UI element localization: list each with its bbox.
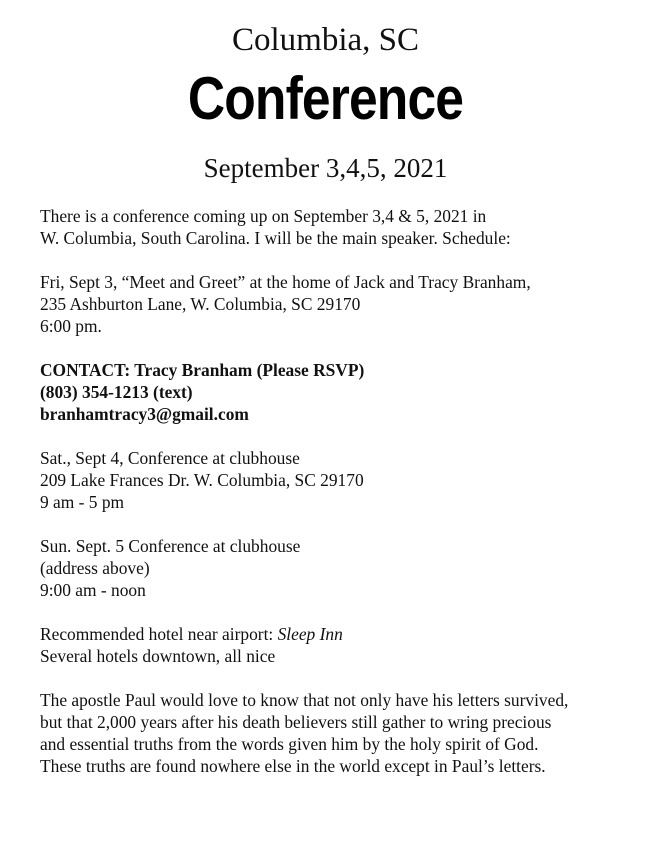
- saturday-line: Sat., Sept 4, Conference at clubhouse: [40, 448, 300, 468]
- friday-time: 6:00 pm.: [40, 316, 102, 336]
- intro-paragraph: [40, 205, 640, 249]
- closing-line: The apostle Paul would love to know that not only have his letters survived,: [40, 690, 569, 710]
- saturday-address: 209 Lake Frances Dr. W. Columbia, SC 29170: [40, 470, 364, 490]
- sunday-line: Sun. Sept. 5 Conference at clubhouse: [40, 536, 301, 556]
- flyer-body: [40, 205, 640, 799]
- closing-paragraph: [40, 689, 640, 777]
- saturday-time: 9 am - 5 pm: [40, 492, 125, 512]
- contact-name: CONTACT: Tracy Branham (Please RSVP): [40, 360, 365, 380]
- friday-address: 235 Ashburton Lane, W. Columbia, SC 29170: [40, 294, 361, 314]
- intro-line: W. Columbia, South Carolina. I will be the main speaker. Schedule:: [40, 228, 511, 248]
- closing-line: and essential truths from the words given him by the holy spirit of God.: [40, 734, 539, 754]
- hotel-prefix: Recommended hotel near airport:: [40, 624, 278, 644]
- sunday-time: 9:00 am - noon: [40, 580, 146, 600]
- page-title: Conference: [187, 65, 464, 132]
- intro-line: There is a conference coming up on September 3,4 & 5, 2021 in: [40, 206, 487, 226]
- sunday-schedule: [40, 535, 640, 601]
- hotel-downtown: Several hotels downtown, all nice: [40, 646, 276, 666]
- contact-phone: (803) 354-1213 (text): [40, 382, 193, 402]
- sunday-address: (address above): [40, 558, 150, 578]
- contact-block: [40, 359, 640, 425]
- closing-line: These truths are found nowhere else in the world except in Paul’s letters.: [40, 756, 546, 776]
- dates-heading: September 3,4,5, 2021: [203, 153, 448, 183]
- friday-line: Fri, Sept 3, “Meet and Greet” at the home of Jack and Tracy Branham,: [40, 272, 531, 292]
- hotel-info: [40, 623, 640, 667]
- hotel-recommendation: [40, 623, 640, 645]
- contact-email: branhamtracy3@gmail.com: [40, 404, 249, 424]
- saturday-schedule: [40, 447, 640, 513]
- closing-line: but that 2,000 years after his death believers still gather to wring precious: [40, 712, 552, 732]
- friday-schedule: [40, 271, 640, 337]
- city-heading: Columbia, SC: [231, 22, 420, 58]
- hotel-name: Sleep Inn: [277, 624, 343, 644]
